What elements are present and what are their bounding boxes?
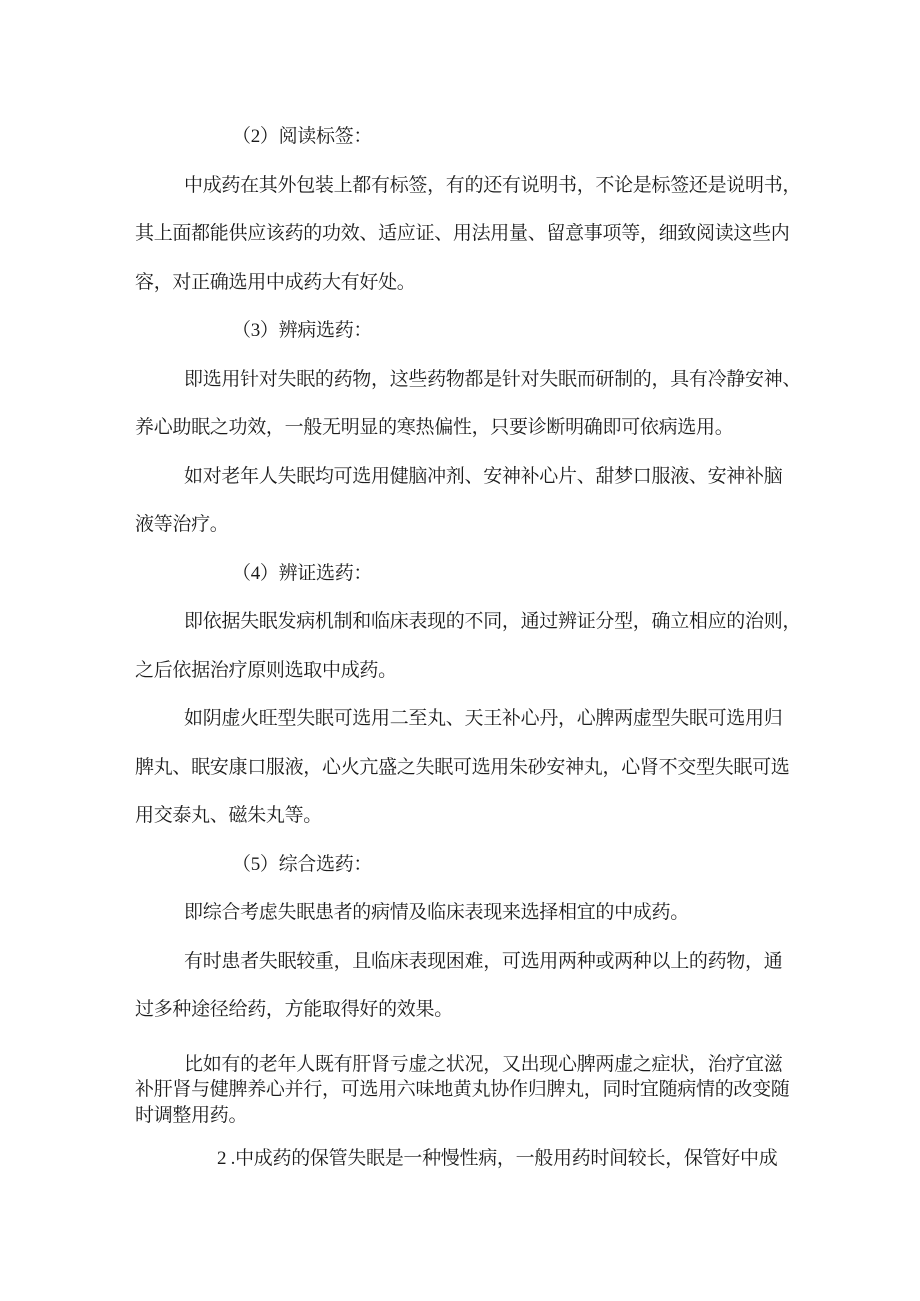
text-line: 补肝肾与健脾养心并行，可选用六味地黄丸协作归脾丸，同时宜随病情的改变随 (135, 1079, 790, 1100)
text-line: 即综合考虑失眠患者的病情及临床表现来选择相宜的中成药。 (184, 902, 689, 923)
text-line: 如阴虚火旺型失眠可选用二至丸、天王补心丹，心脾两虚型失眠可选用归 (184, 708, 783, 729)
text-line: 容，对正确选用中成药大有好处。 (135, 271, 416, 293)
text-line: 有时患者失眠较重，且临床表现困难，可选用两种或两种以上的药物，通 (184, 950, 783, 972)
text-line: 如对老年人失眠均可选用健脑冲剂、安神补心片、甜梦口服液、安神补脑 (184, 465, 783, 487)
text-line: 即选用针对失眠的药物，这些药物都是针对失眠而研制的，具有冷静安神、 (184, 368, 802, 390)
text-line: 用交泰丸、磁朱丸等。 (135, 805, 323, 826)
text-line: 养心助眠之功效，一般无明显的寒热偏性，只要诊断明确即可依病选用。 (135, 417, 734, 438)
text-line: 之后依据治疗原则选取中成药。 (135, 659, 397, 681)
text-line: 液等治疗。 (135, 514, 229, 535)
list-item-line: 2 .中成药的保管失眠是一种慢性病，一般用药时间较长，保管好中成 (217, 1148, 778, 1169)
text-line: 中成药在其外包装上都有标签，有的还有说明书，不论是标签还是说明书， (184, 174, 802, 196)
text-line: 过多种途径给药，方能取得好的效果。 (135, 999, 453, 1020)
text-line: 即依据失眠发病机制和临床表现的不同，通过辨证分型，确立相应的治则， (184, 611, 802, 632)
section-heading-4: （4）辨证选药： (232, 562, 373, 584)
document-text (135, 113, 805, 1184)
section-heading-2: （2）阅读标签： (232, 126, 373, 147)
text-line: 比如有的老年人既有肝肾亏虚之状况，又出现心脾两虚之症状，治疗宜滋 (184, 1053, 783, 1075)
section-heading-5: （5）综合选药： (232, 853, 373, 875)
text-line: 脾丸、眠安康口服液，心火亢盛之失眠可选用朱砂安神丸，心肾不交型失眠可选 (135, 756, 790, 778)
section-heading-3: （3）辨病选药： (232, 320, 373, 341)
text-line: 时调整用药。 (135, 1104, 248, 1126)
text-line: 其上面都能供应该药的功效、适应证、用法用量、留意事项等，细致阅读这些内 (135, 223, 790, 244)
